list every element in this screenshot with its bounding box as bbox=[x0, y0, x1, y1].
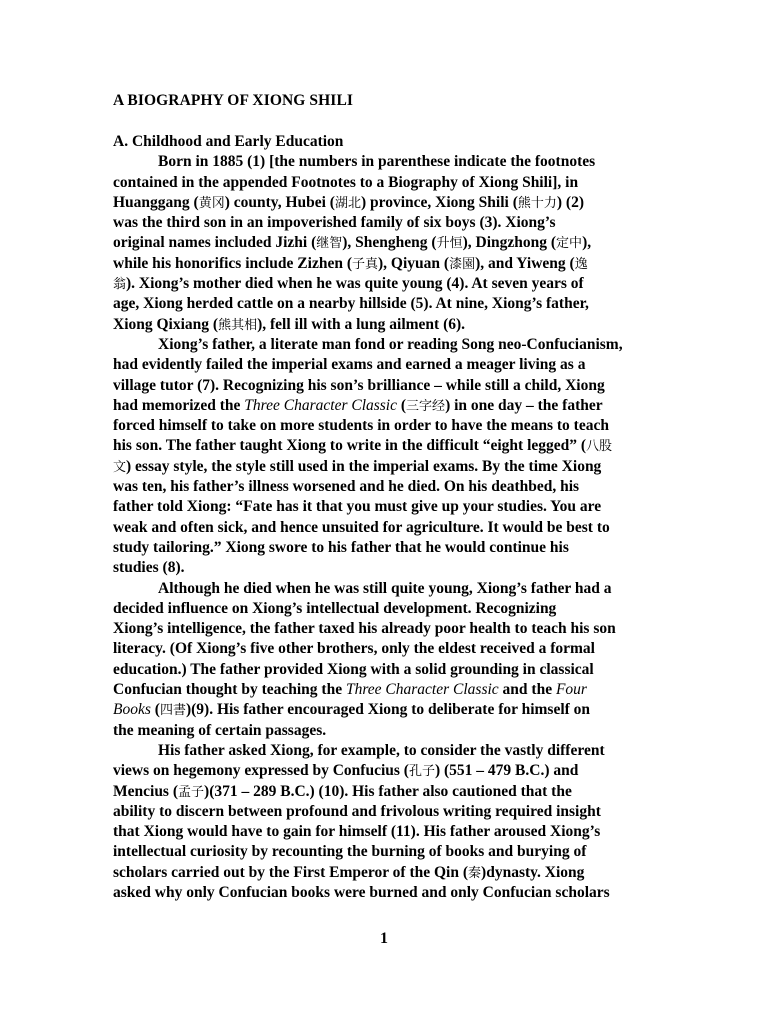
text-run: views on hegemony expressed by Confucius ( bbox=[113, 762, 409, 780]
chinese-characters: 升恒 bbox=[436, 236, 463, 252]
text-run: Xiong’s intelligence, the father taxed his already poor health to teach his son bbox=[113, 620, 616, 638]
text-run: contained in the appended Footnotes to a Biography of Xiong Shili], in bbox=[113, 173, 579, 191]
chinese-characters: 子真 bbox=[352, 256, 379, 272]
text-run: Born in 1885 (1) [the numbers in parenthese indicate the footnotes bbox=[158, 153, 596, 171]
text-run: ), bbox=[582, 234, 592, 252]
chinese-characters: 漆園 bbox=[449, 256, 476, 272]
text-line bbox=[113, 680, 653, 700]
text-run: ability to discern between profound and frivolous writing required insight bbox=[113, 802, 601, 820]
text-run: Xiong’s father, a literate man fond or reading Song neo-Confucianism, bbox=[158, 335, 623, 353]
chinese-characters: 文 bbox=[113, 459, 127, 475]
text-line bbox=[113, 802, 653, 822]
text-run: asked why only Confucian books were burned and only Confucian scholars bbox=[113, 883, 610, 901]
text-run: had memorized the bbox=[113, 396, 245, 414]
text-run: Xiong Qixiang ( bbox=[113, 315, 219, 333]
text-run: ) county, Hubei ( bbox=[224, 193, 335, 211]
text-run: that Xiong would have to gain for himself (11). His father aroused Xiong’s bbox=[113, 823, 601, 841]
text-line bbox=[113, 619, 653, 639]
chinese-characters: 继智 bbox=[316, 236, 343, 252]
text-run: Although he died when he was still quite young, Xiong’s father had a bbox=[158, 579, 612, 597]
text-line bbox=[113, 274, 653, 294]
chinese-characters: 定中 bbox=[556, 236, 583, 252]
body-text bbox=[113, 152, 653, 903]
chinese-characters: 三字经 bbox=[406, 398, 446, 414]
chinese-characters: 八股 bbox=[586, 439, 613, 455]
text-run: ). Xiong’s mother died when he was quite young (4). At seven years of bbox=[126, 275, 584, 293]
text-run: age, Xiong herded cattle on a nearby hillside (5). At nine, Xiong’s father, bbox=[113, 295, 589, 313]
text-line bbox=[113, 213, 653, 233]
text-line bbox=[113, 335, 653, 355]
text-run: ), Dingzhong ( bbox=[462, 234, 557, 252]
text-line bbox=[113, 863, 653, 883]
text-line bbox=[113, 436, 653, 456]
text-line bbox=[113, 315, 653, 335]
chinese-characters: 翁 bbox=[113, 277, 127, 293]
document-title: A BIOGRAPHY OF XIONG SHILI bbox=[113, 92, 354, 109]
text-line bbox=[113, 883, 653, 903]
text-run: )dynasty. Xiong bbox=[481, 863, 585, 881]
chinese-characters: 孔子 bbox=[408, 764, 435, 780]
text-line bbox=[113, 294, 653, 314]
text-run: was ten, his father’s illness worsened and he died. On his deathbed, his bbox=[113, 478, 580, 496]
chinese-characters: 黄冈 bbox=[198, 195, 225, 211]
text-run: studies (8). bbox=[113, 559, 185, 577]
text-line bbox=[113, 173, 653, 193]
text-line bbox=[113, 822, 653, 842]
text-run: Mencius ( bbox=[113, 782, 179, 800]
text-line bbox=[113, 457, 653, 477]
document-body bbox=[113, 132, 653, 903]
text-run: village tutor (7). Recognizing his son’s brilliance – while still a child, Xiong bbox=[113, 376, 605, 394]
text-run: )(9). His father encouraged Xiong to deliberate for himself on bbox=[185, 701, 591, 719]
text-line bbox=[113, 416, 653, 436]
text-run: the meaning of certain passages. bbox=[113, 721, 327, 739]
text-line bbox=[113, 599, 653, 619]
page-number: 1 bbox=[380, 930, 388, 947]
text-line bbox=[113, 579, 653, 599]
text-run: ( bbox=[150, 701, 160, 719]
text-run: education.) The father provided Xiong with a solid grounding in classical bbox=[113, 660, 594, 678]
chinese-characters: 四書 bbox=[159, 703, 186, 719]
text-run: while his honorifics include Zizhen ( bbox=[113, 254, 352, 272]
text-run: His father asked Xiong, for example, to consider the vastly different bbox=[158, 741, 605, 759]
text-run: forced himself to take on more students in order to have the means to teach bbox=[113, 417, 609, 435]
text-run: ), Shengheng ( bbox=[342, 234, 437, 252]
chinese-characters: 熊十力 bbox=[517, 195, 557, 211]
italic-title: Three Character Classic bbox=[345, 681, 499, 699]
text-line bbox=[113, 761, 653, 781]
text-run: was the third son in an impoverished family of six boys (3). Xiong’s bbox=[113, 214, 556, 232]
text-line bbox=[113, 660, 653, 680]
text-run: decided influence on Xiong’s intellectual development. Recognizing bbox=[113, 599, 557, 617]
text-run: ), Qiyuan ( bbox=[378, 254, 450, 272]
text-line bbox=[113, 721, 653, 741]
text-run: his son. The father taught Xiong to write in the difficult “eight legged” ( bbox=[113, 437, 587, 455]
text-line bbox=[113, 497, 653, 517]
text-line bbox=[113, 518, 653, 538]
italic-title: Books bbox=[113, 701, 151, 719]
text-line bbox=[113, 538, 653, 558]
text-line bbox=[113, 842, 653, 862]
text-run: scholars carried out by the First Emperor of the Qin ( bbox=[113, 863, 469, 881]
text-line bbox=[113, 477, 653, 497]
text-line bbox=[113, 193, 653, 213]
text-run: ) essay style, the style still used in the imperial exams. By the time Xiong bbox=[126, 457, 602, 475]
text-line bbox=[113, 254, 653, 274]
text-run: weak and often sick, and hence unsuited for agriculture. It would be best to bbox=[113, 518, 610, 536]
text-line bbox=[113, 782, 653, 802]
text-line bbox=[113, 233, 653, 253]
text-run: original names included Jizhi ( bbox=[113, 234, 317, 252]
chinese-characters: 逸 bbox=[574, 256, 588, 272]
text-run: ), and Yiweng ( bbox=[475, 254, 575, 272]
text-run: ) (551 – 479 B.C.) and bbox=[434, 762, 579, 780]
text-run: and the bbox=[498, 681, 556, 699]
text-run: literacy. (Of Xiong’s five other brothers, only the eldest received a formal bbox=[113, 640, 595, 658]
text-run: study tailoring.” Xiong swore to his father that he would continue his bbox=[113, 538, 569, 556]
chinese-characters: 熊其相 bbox=[218, 317, 258, 333]
text-run: ), fell ill with a lung ailment (6). bbox=[257, 315, 466, 333]
text-run: ) province, Xiong Shili ( bbox=[360, 193, 518, 211]
text-run: ) (2) bbox=[556, 193, 585, 211]
text-line bbox=[113, 376, 653, 396]
italic-title: Three Character Classic bbox=[244, 396, 397, 414]
text-run: intellectual curiosity by recounting the burning of books and burying of bbox=[113, 843, 587, 861]
chinese-characters: 秦 bbox=[468, 865, 482, 881]
section-heading: A. Childhood and Early Education bbox=[113, 133, 344, 150]
text-run: Confucian thought by teaching the bbox=[113, 681, 346, 699]
text-run: )(371 – 289 B.C.) (10). His father also cautioned that the bbox=[204, 782, 572, 800]
text-line bbox=[113, 700, 653, 720]
chinese-characters: 孟子 bbox=[178, 784, 205, 800]
text-line bbox=[113, 355, 653, 375]
text-line bbox=[113, 396, 653, 416]
italic-title: Four bbox=[555, 681, 587, 699]
text-line bbox=[113, 152, 653, 172]
text-line bbox=[113, 741, 653, 761]
text-run: Huanggang ( bbox=[113, 193, 199, 211]
text-run: had evidently failed the imperial exams and earned a meager living as a bbox=[113, 356, 586, 374]
text-run: ) in one day – the father bbox=[445, 396, 603, 414]
text-line bbox=[113, 639, 653, 659]
text-run: father told Xiong: “Fate has it that you must give up your studies. You are bbox=[113, 498, 602, 516]
text-line bbox=[113, 558, 653, 578]
chinese-characters: 湖北 bbox=[334, 195, 361, 211]
text-run: ( bbox=[397, 396, 407, 414]
